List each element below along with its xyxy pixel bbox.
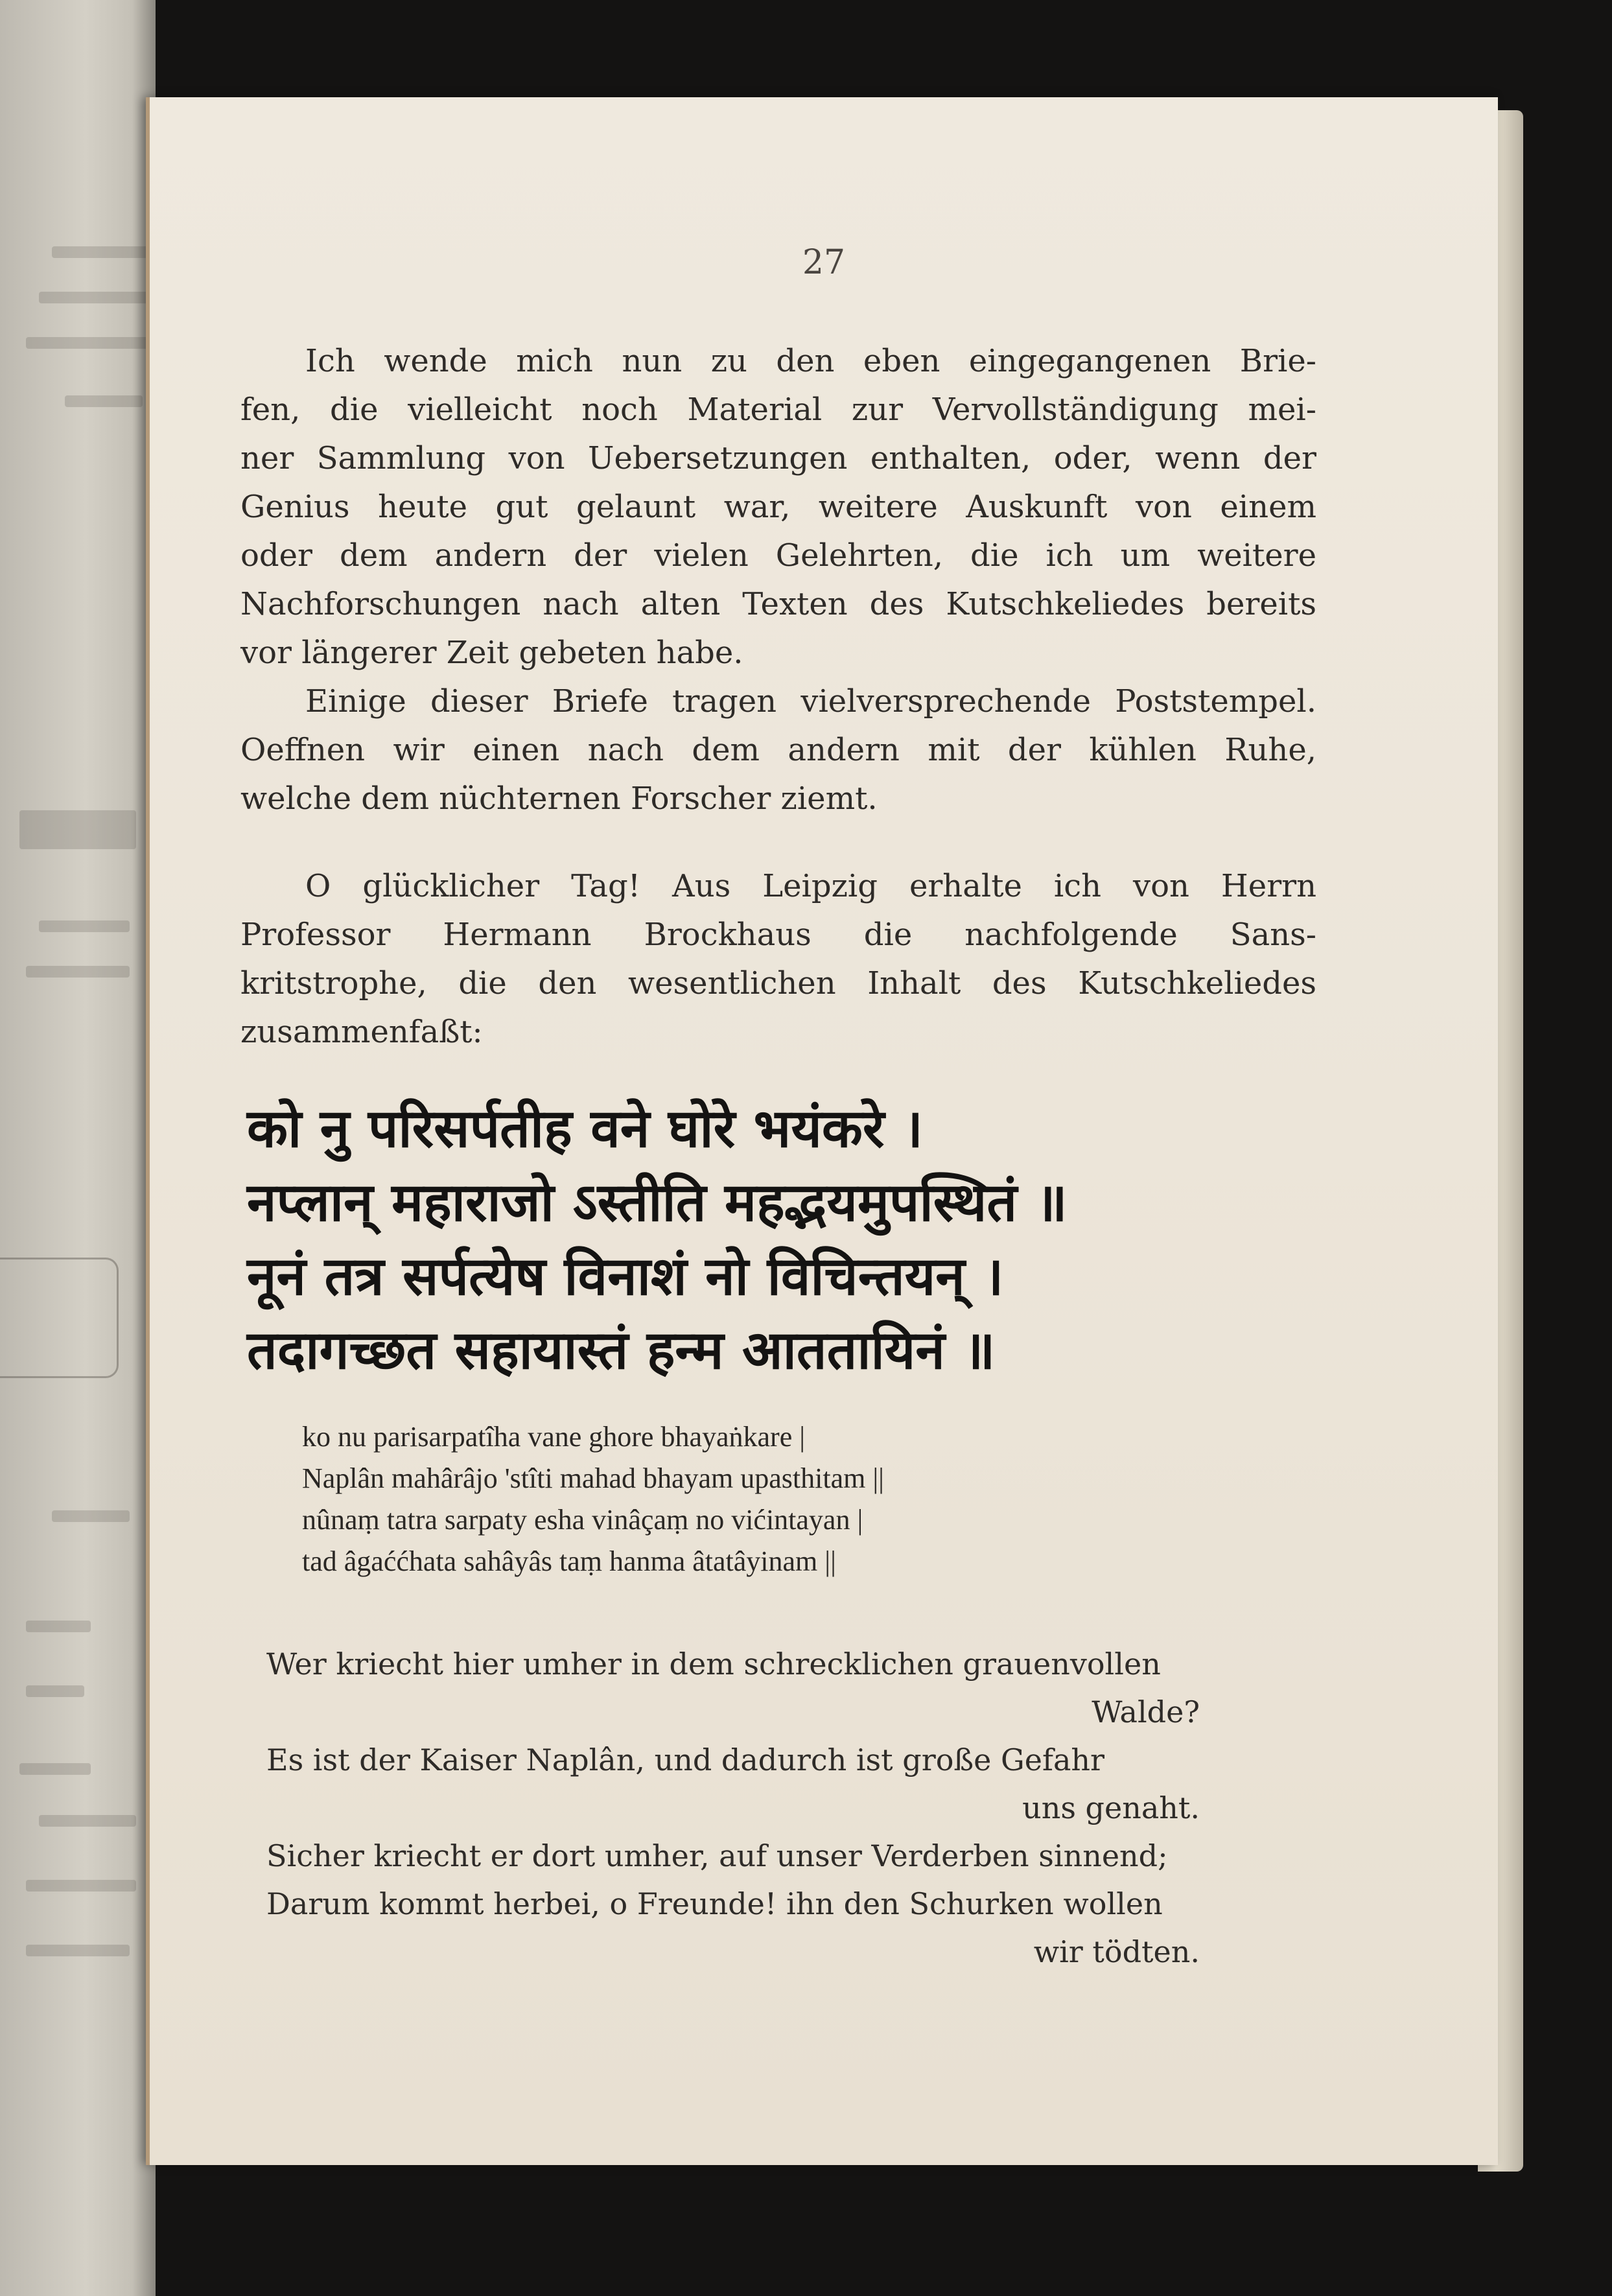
translation-line: Wer kriecht hier umher in dem schrecklichen grauenvollen — [266, 1646, 1161, 1681]
sanskrit-line: को नु परिसर्पतीह वने घोरे भयंकरे । — [247, 1098, 924, 1160]
adjacent-left-page — [0, 0, 156, 2296]
translation-line: Darum kommt herbei, o Freunde! ihn den Schurken wollen — [266, 1886, 1163, 1921]
transliteration-line: Naplân mahârâjo 'stîti mahad bhayam upasthitam || — [302, 1462, 884, 1494]
sanskrit-line: नूनं तत्र सर्पत्येष विनाशं नो विचिन्तयन् । — [247, 1246, 1004, 1307]
translation-line: Es ist der Kaiser Naplân, und dadurch ist große Gefahr — [266, 1742, 1105, 1777]
paragraph-3: O glücklicher Tag! Aus Leipzig erhalte ich von Herrn Professor Hermann Brockhaus die nachfolgende Sans- kritstrophe, die den wesentlichen Inhalt des Kutschkeliedes zusammenfaßt: — [240, 868, 1316, 1050]
translation-line: wir tödten. — [1033, 1934, 1200, 1969]
translation-line: Walde? — [1092, 1694, 1200, 1729]
transliteration-line: nûnaṃ tatra sarpaty esha vinâçaṃ no vićintayan | — [302, 1504, 863, 1536]
sanskrit-verse — [247, 1092, 1336, 1388]
book-page — [146, 97, 1498, 2165]
german-translation — [266, 1640, 1213, 1976]
paragraph-2: Einige dieser Briefe tragen vielversprechende Poststempel. Oeffnen wir einen nach dem andern mit der kühlen Ruhe, welche dem nüchternen Forscher ziemt. — [240, 683, 1316, 817]
translation-line: uns genaht. — [1022, 1790, 1200, 1825]
paragraph-1: Ich wende mich nun zu den eben eingegangenen Brie- fen, die vielleicht noch Material zur Vervollständigung mei- ner Sammlung von Uebersetzungen enthalten, oder, wenn der Genius heute gut gelaunt war, weitere Auskunft von einem oder dem andern der vielen Gelehrten, die ich um weitere Nachforschungen nach alten Texten des Kutschkeliedes bereits vor längerer Zeit gebeten habe. — [240, 343, 1316, 671]
transliteration — [302, 1416, 1145, 1582]
transliteration-line: tad âgaććhata sahâyâs taṃ hanma âtatâyinam || — [302, 1545, 836, 1577]
page-number: 27 — [802, 243, 846, 282]
transliteration-line: ko nu parisarpatîha vane ghore bhayaṅkare | — [302, 1421, 806, 1453]
translation-line: Sicher kriecht er dort umher, auf unser Verderben sinnend; — [266, 1838, 1168, 1873]
sanskrit-line: तदागच्छत सहायास्तं हन्म आततायिनं ॥ — [247, 1320, 996, 1381]
sanskrit-line: नप्लान् महाराजो ऽस्तीति महद्भयमुपस्थितं ॥ — [247, 1172, 1068, 1234]
